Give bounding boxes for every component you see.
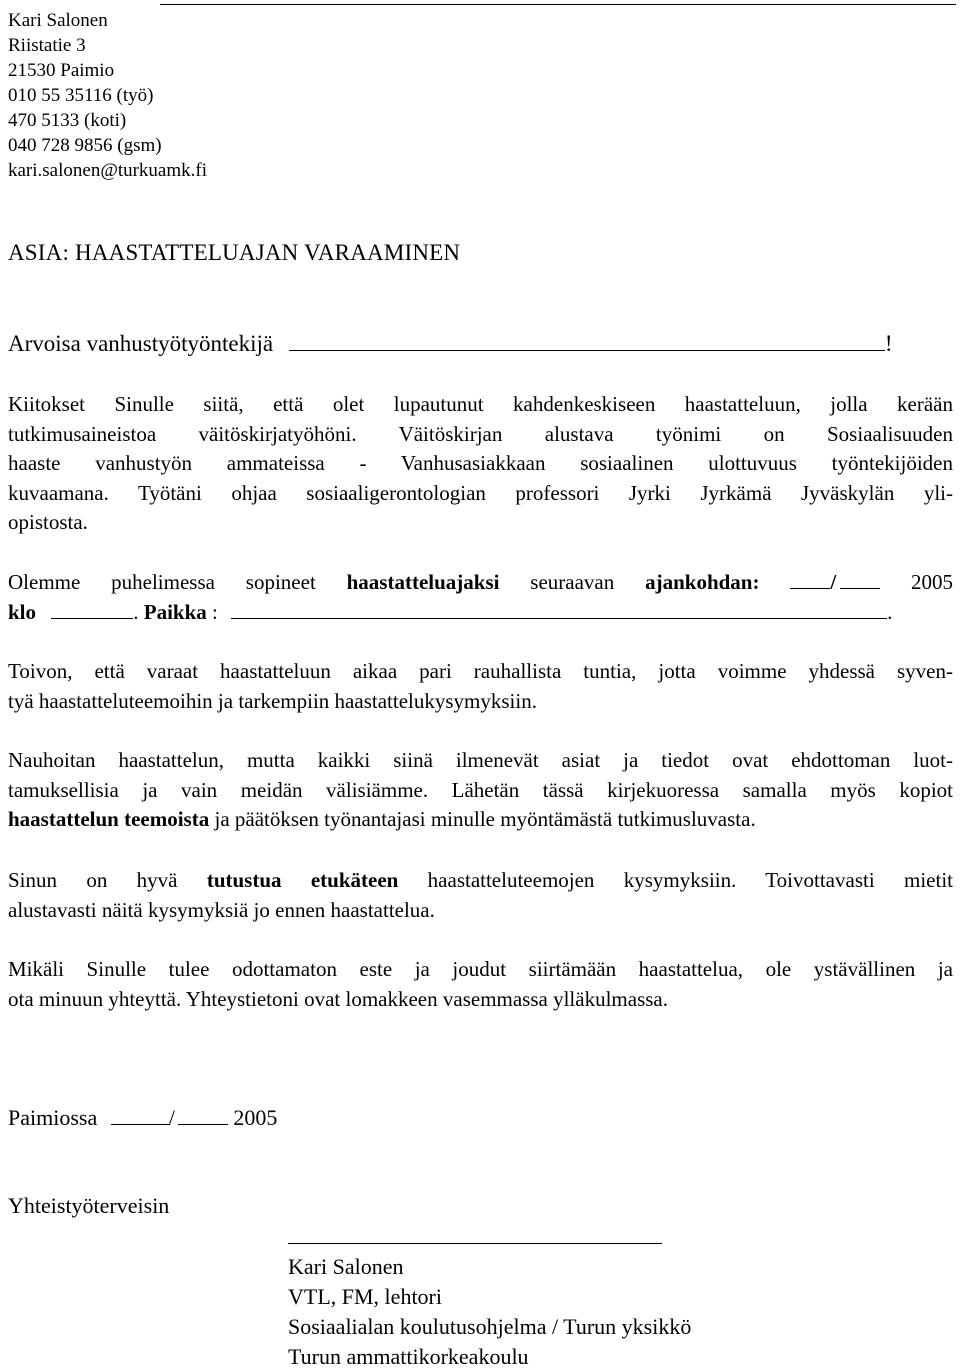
- paragraph-preparation: [8, 866, 953, 925]
- paragraph-line: opistosta.: [8, 510, 88, 534]
- place-date-line: [8, 1104, 277, 1131]
- subject-line: ASIA: HAASTATTELUAJAN VARAAMINEN: [8, 240, 461, 265]
- paragraph-line: ota minuun yhteyttä. Yhteystietoni ovat lomakkeen vasemmassa ylläkulmassa.: [8, 986, 668, 1011]
- paragraph-appointment: [8, 568, 953, 627]
- greeting-text: Arvoisa vanhustyötyöntekijä: [8, 331, 274, 356]
- klo-label: klo: [8, 599, 37, 624]
- paragraph-time-request: [8, 657, 953, 716]
- paikka-label: Paikka: [143, 599, 207, 624]
- signature-unit: Sosiaalialan koulutusohjelma / Turun yksikkö: [288, 1314, 692, 1339]
- date-slash: /: [168, 1105, 175, 1130]
- paragraph-line: Toivon, että varaat haastatteluun aikaa pari rauhallista tuntia, jotta voimme yhdessä syven-: [8, 659, 953, 683]
- greeting-exclamation: !: [884, 331, 893, 356]
- paragraph-line: [8, 866, 953, 896]
- text: .: [887, 599, 893, 624]
- text: ja päätöksen työnantajasi minulle myöntämästä tutkimusluvasta.: [209, 807, 756, 831]
- sender-phone-work: 010 55 35116 (työ): [8, 85, 154, 106]
- paragraph-contact-request: [8, 955, 953, 1014]
- sender-phone-home: 470 5133 (koti): [8, 110, 127, 131]
- paragraph-line: haaste vanhustyön ammateissa - Vanhusasiakkaan sosiaalinen ulottuvuus työntekijöiden: [8, 451, 953, 475]
- day-blank: [111, 1104, 169, 1125]
- paragraph-line: [8, 568, 953, 598]
- date-slash: /: [830, 570, 837, 594]
- month-blank: [178, 1104, 228, 1125]
- signature-block: [288, 1252, 691, 1372]
- place-text: Paimiossa: [8, 1105, 98, 1130]
- text: haastatteluteemojen kysymyksiin. Toivottavasti mietit: [398, 868, 953, 892]
- paragraph-thanks: [8, 390, 953, 538]
- text: :: [206, 599, 218, 624]
- text: seuraavan: [499, 570, 646, 594]
- paragraph-line: Kiitokset Sinulle siitä, että olet lupautunut kahdenkeskiseen haastatteluun, jolla kerään: [8, 392, 953, 416]
- text: .: [133, 599, 139, 624]
- text: Olemme puhelimessa sopineet: [8, 570, 347, 594]
- paragraph-line: Nauhoitan haastattelun, mutta kaikki siinä ilmenevät asiat ja tiedot ovat ehdottoman luot-: [8, 748, 953, 772]
- text: Sinun on hyvä: [8, 868, 207, 892]
- time-blank: [51, 598, 133, 619]
- paragraph-line: alustavasti näitä kysymyksiä jo ennen haastattelua.: [8, 897, 435, 922]
- greeting: [8, 330, 893, 357]
- sender-street: Riistatie 3: [8, 35, 86, 56]
- signature-line: [288, 1243, 662, 1244]
- month-blank: [840, 568, 880, 589]
- day-blank: [790, 568, 830, 589]
- sender-contact-block: [8, 8, 207, 183]
- bold-text: haastatteluajaksi: [346, 570, 500, 594]
- paragraph-recording: [8, 746, 953, 835]
- paragraph-line: tyä haastatteluteemoihin ja tarkempiin haastattelukysymyksiin.: [8, 688, 537, 713]
- sender-postal: 21530 Paimio: [8, 60, 115, 81]
- signature-title: VTL, FM, lehtori: [288, 1284, 442, 1309]
- bold-text: tutustua etukäteen: [206, 868, 399, 892]
- bold-text: haastattelun teemoista: [8, 807, 210, 831]
- year-text: 2005: [233, 1105, 278, 1130]
- paragraph-line: [8, 598, 953, 628]
- sender-phone-gsm: 040 728 9856 (gsm): [8, 135, 162, 156]
- paragraph-line: Mikäli Sinulle tulee odottamaton este ja joudut siirtämään haastattelua, ole ystävällinen ja: [8, 957, 953, 981]
- recipient-name-blank: [289, 330, 885, 351]
- paragraph-line: tamuksellisia ja vain meidän välisiämme. Lähetän tässä kirjekuoressa samalla myös kopiot: [8, 777, 953, 802]
- paragraph-line: kuvaamana. Työtäni ohjaa sosiaaligerontologian professori Jyrki Jyrkämä Jyväskylän yli-: [8, 480, 953, 505]
- paragraph-line: tutkimusaineistoa väitöskirjatyöhöni. Väitöskirjan alustava työnimi on Sosiaalisuuden: [8, 421, 953, 446]
- year-text: 2005: [911, 570, 954, 594]
- paragraph-line: [8, 805, 953, 835]
- sender-email: kari.salonen@turkuamk.fi: [8, 160, 207, 181]
- place-blank: [231, 598, 887, 619]
- closing: Yhteistyöterveisin: [8, 1193, 170, 1218]
- signature-org: Turun ammattikorkeakoulu: [288, 1344, 529, 1369]
- signature-name: Kari Salonen: [288, 1254, 404, 1279]
- sender-name: Kari Salonen: [8, 10, 108, 31]
- bold-text: ajankohdan:: [645, 570, 760, 594]
- top-rule: [160, 4, 956, 5]
